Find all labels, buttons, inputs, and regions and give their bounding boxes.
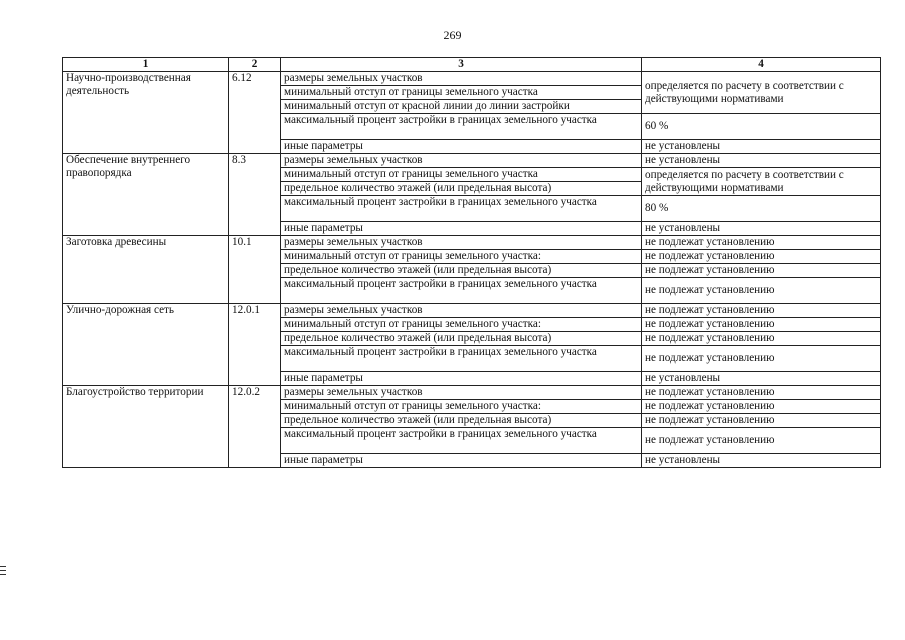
use-type-code: 8.3 — [229, 154, 281, 236]
parameter-name: размеры земельных участков — [281, 386, 642, 400]
use-type-code: 6.12 — [229, 72, 281, 154]
parameter-value: не подлежат установлению — [642, 304, 881, 318]
parameter-value: не подлежат установлению — [642, 332, 881, 346]
table-header-row — [63, 58, 881, 72]
parameter-value: 60 % — [642, 114, 881, 140]
table-row — [63, 386, 881, 400]
use-type-code: 12.0.2 — [229, 386, 281, 468]
parameter-name: предельное количество этажей (или предельная высота) — [281, 332, 642, 346]
parameter-name: иные параметры — [281, 454, 642, 468]
parameter-value: не подлежат установлению — [642, 346, 881, 372]
parameter-name: максимальный процент застройки в границах земельного участка — [281, 114, 642, 140]
parameter-value: не подлежат установлению — [642, 318, 881, 332]
parameter-name: размеры земельных участков — [281, 236, 642, 250]
page-edge-mark — [0, 566, 6, 575]
parameter-name: предельное количество этажей (или предельная высота) — [281, 414, 642, 428]
parameter-name: максимальный процент застройки в границах земельного участка — [281, 346, 642, 372]
parameter-name: предельное количество этажей (или предельная высота) — [281, 182, 642, 196]
parameter-value: не установлены — [642, 140, 881, 154]
parameter-value: не подлежат установлению — [642, 428, 881, 454]
table-row — [63, 154, 881, 168]
use-type-name: Благоустройство территории — [63, 386, 229, 468]
use-type-name: Заготовка древесины — [63, 236, 229, 304]
parameter-name: максимальный процент застройки в границах земельного участка — [281, 428, 642, 454]
use-type-code: 10.1 — [229, 236, 281, 304]
parameter-value: не установлены — [642, 222, 881, 236]
parameter-name: иные параметры — [281, 372, 642, 386]
header-col-3: 3 — [281, 58, 642, 72]
parameter-name: размеры земельных участков — [281, 72, 642, 86]
use-type-name: Обеспечение внутреннего правопорядка — [63, 154, 229, 236]
parameter-value: не установлены — [642, 454, 881, 468]
land-use-parameters-table — [62, 57, 881, 468]
parameter-name: размеры земельных участков — [281, 154, 642, 168]
use-type-name: Улично-дорожная сеть — [63, 304, 229, 386]
header-col-1: 1 — [63, 58, 229, 72]
parameter-name: минимальный отступ от красной линии до линии застройки — [281, 100, 642, 114]
parameter-value: не подлежат установлению — [642, 236, 881, 250]
header-col-4: 4 — [642, 58, 881, 72]
parameter-value: не подлежат установлению — [642, 250, 881, 264]
parameter-value: не установлены — [642, 154, 881, 168]
header-col-2: 2 — [229, 58, 281, 72]
parameter-value: не подлежат установлению — [642, 278, 881, 304]
parameter-value: не подлежат установлению — [642, 264, 881, 278]
table-body — [63, 72, 881, 468]
parameter-value: не подлежат установлению — [642, 414, 881, 428]
parameter-value: не установлены — [642, 372, 881, 386]
table-row — [63, 236, 881, 250]
parameter-name: минимальный отступ от границы земельного участка — [281, 86, 642, 100]
use-type-code: 12.0.1 — [229, 304, 281, 386]
parameter-name: предельное количество этажей (или предельная высота) — [281, 264, 642, 278]
use-type-name: Научно-производственная деятельность — [63, 72, 229, 154]
parameter-value: определяется по расчету в соответствии с действующими нормативами — [642, 72, 881, 114]
parameter-value: 80 % — [642, 196, 881, 222]
parameter-name: максимальный процент застройки в границах земельного участка — [281, 196, 642, 222]
parameter-value: определяется по расчету в соответствии с действующими нормативами — [642, 168, 881, 196]
table-row — [63, 72, 881, 86]
parameter-value: не подлежат установлению — [642, 386, 881, 400]
parameter-name: минимальный отступ от границы земельного участка: — [281, 318, 642, 332]
parameter-name: иные параметры — [281, 222, 642, 236]
page-number: 269 — [443, 28, 462, 42]
parameter-name: минимальный отступ от границы земельного участка — [281, 168, 642, 182]
parameter-name: минимальный отступ от границы земельного участка: — [281, 250, 642, 264]
parameter-name: максимальный процент застройки в границах земельного участка — [281, 278, 642, 304]
parameter-name: размеры земельных участков — [281, 304, 642, 318]
parameter-name: иные параметры — [281, 140, 642, 154]
parameter-name: минимальный отступ от границы земельного участка: — [281, 400, 642, 414]
table-row — [63, 304, 881, 318]
parameter-value: не подлежат установлению — [642, 400, 881, 414]
